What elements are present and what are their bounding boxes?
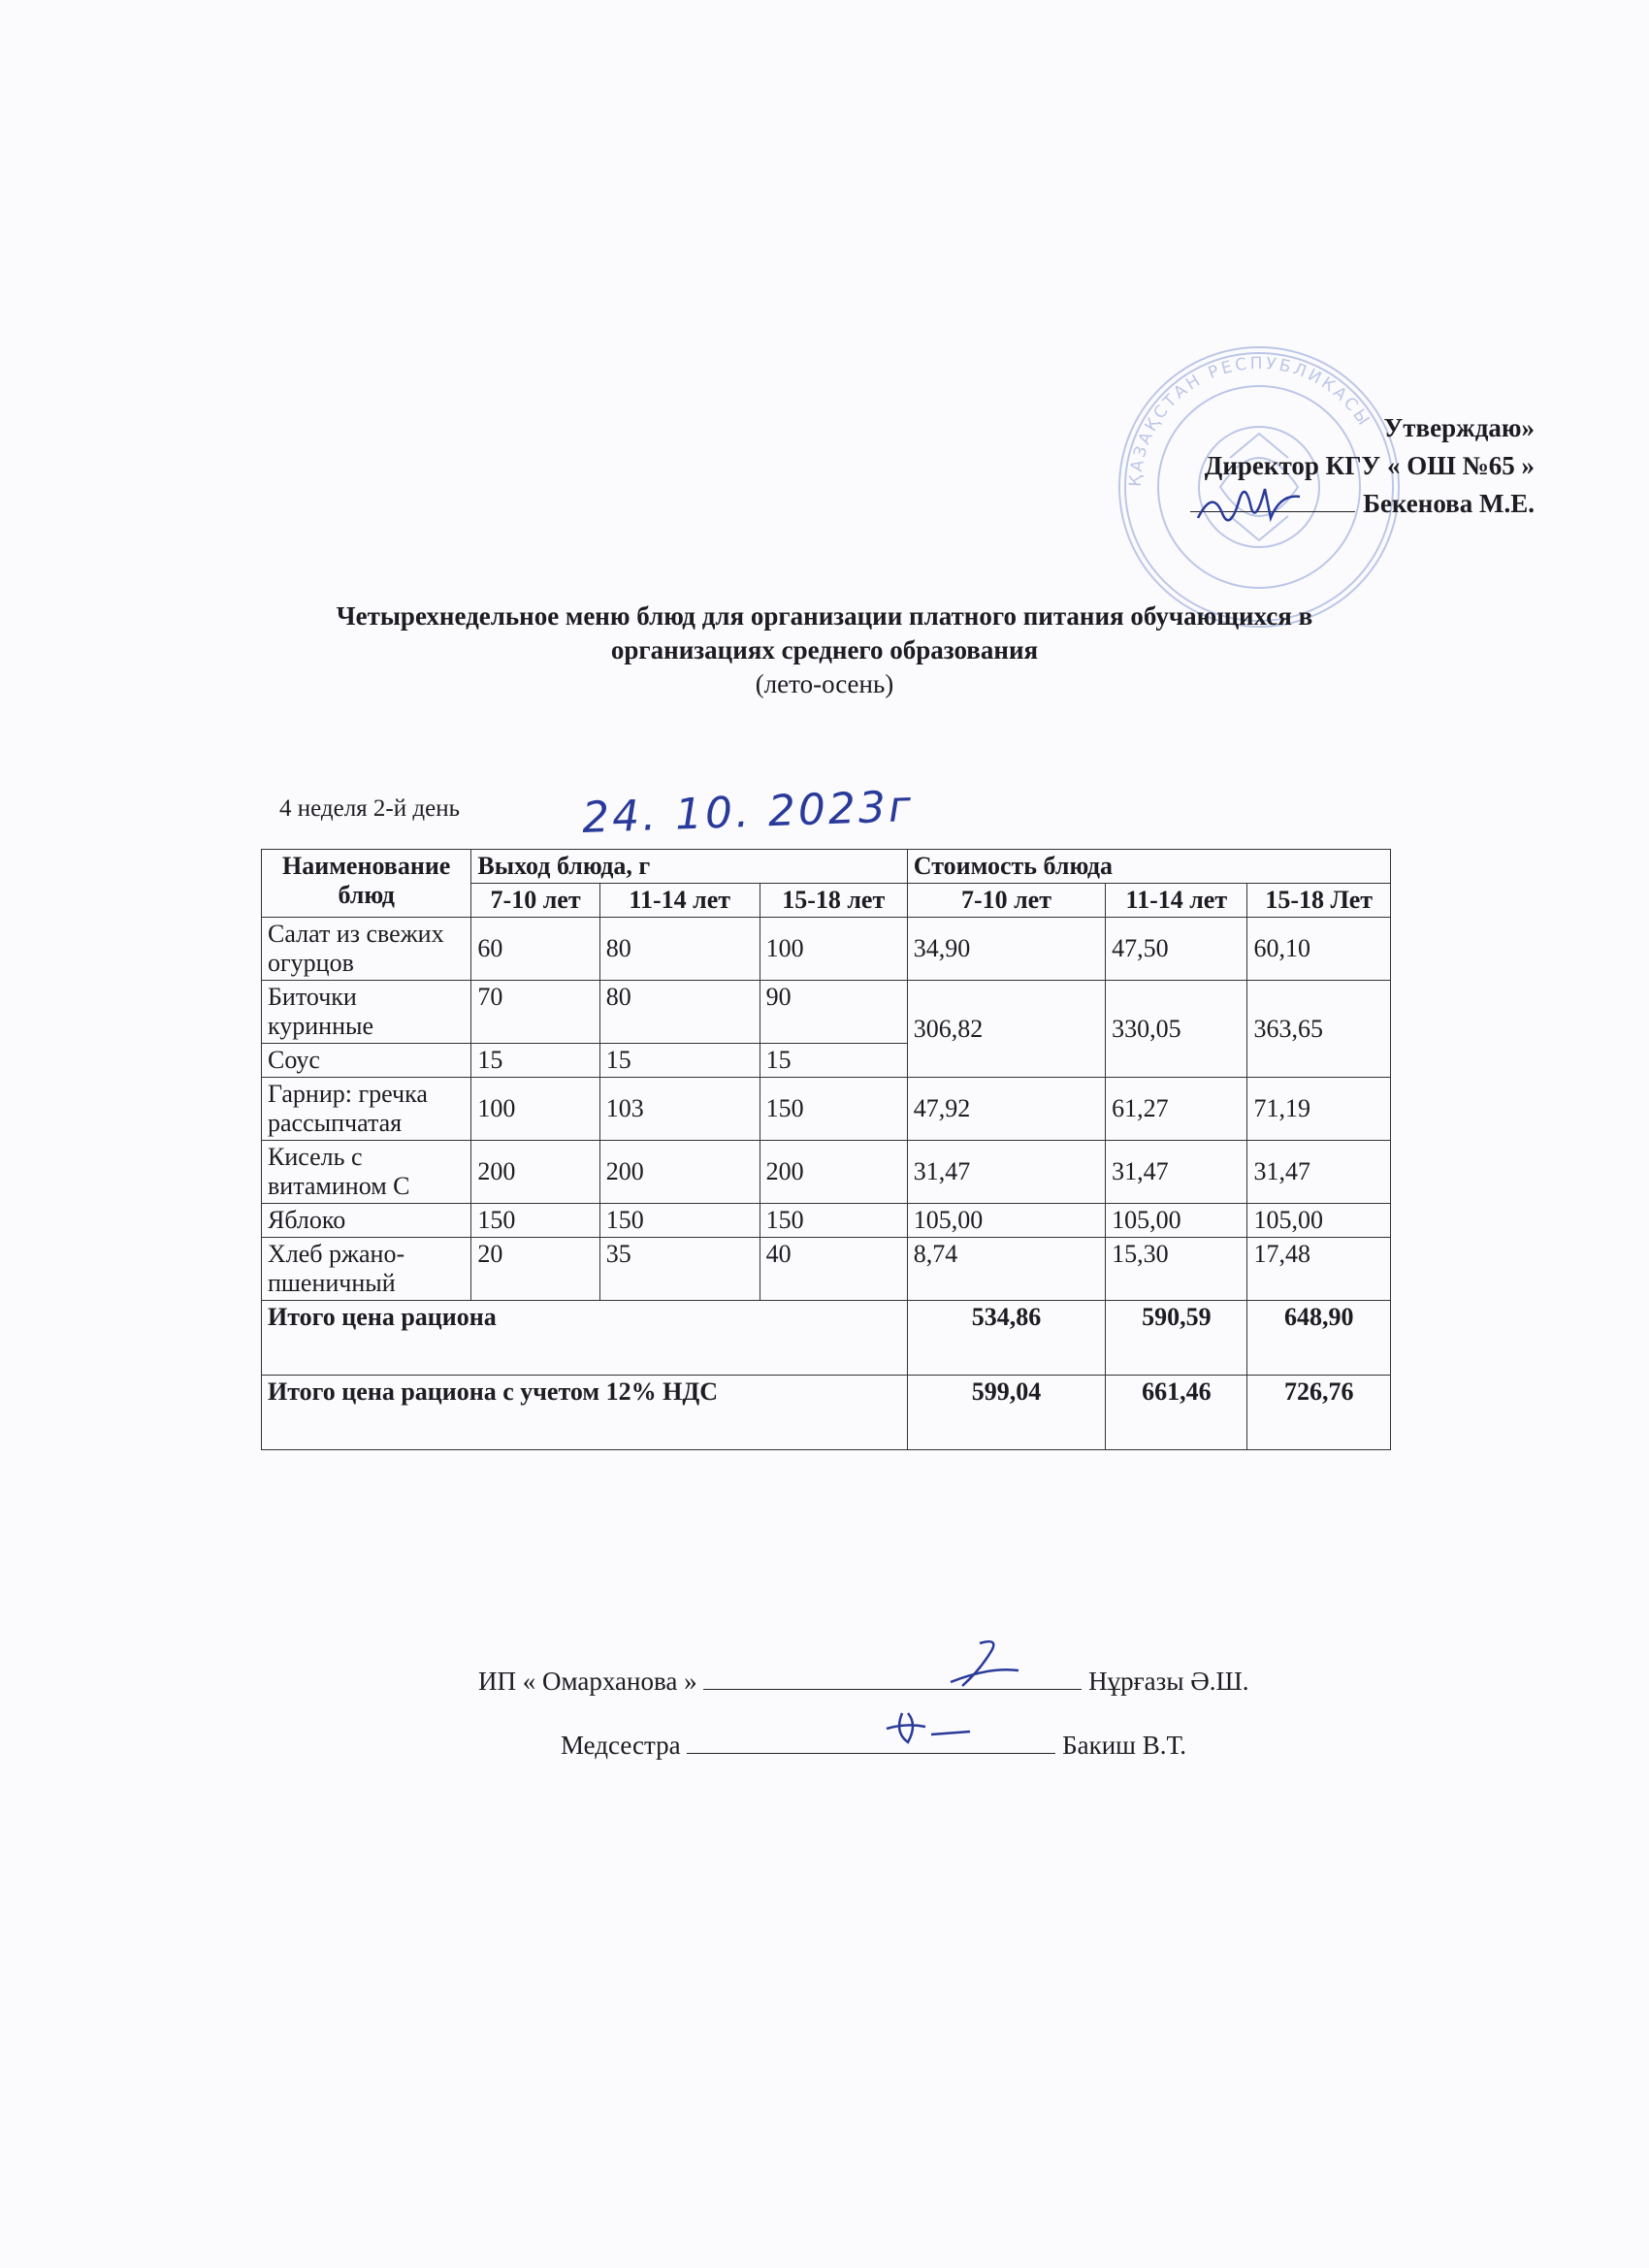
approval-line-1: Утверждаю» [1383,413,1535,442]
dish-name: Салат из свежих огурцов [262,918,471,981]
header-yield-age-1: 7-10 лет [471,884,599,918]
total-vat-cost-1: 599,04 [907,1376,1105,1450]
dish-name: Хлеб ржано-пшеничный [262,1238,471,1301]
cost-cell: 31,47 [1247,1141,1391,1204]
dish-name: Соус [262,1044,471,1078]
cost-cell: 363,65 [1247,981,1391,1078]
approval-line-2: Директор КГУ « ОШ №65 » [1204,451,1535,480]
cost-cell: 31,47 [907,1141,1105,1204]
title-season: (лето-осень) [755,669,894,698]
total-cost-3: 648,90 [1247,1301,1391,1376]
approval-line-3: Бекенова М.Е. [1363,489,1535,518]
dish-name: Гарнир: гречка рассыпчатая [262,1078,471,1141]
cost-cell: 60,10 [1247,918,1391,981]
yield-cell: 60 [471,918,599,981]
dish-name: Биточки куринные [262,981,471,1044]
yield-cell: 150 [471,1204,599,1238]
cost-cell: 306,82 [907,981,1105,1078]
yield-cell: 80 [599,981,760,1044]
total-vat-row [262,1376,1391,1450]
total-vat-cost-3: 726,76 [1247,1376,1391,1450]
title-line-1: Четырехнедельное меню блюд для организации платного питания обучающихся в [336,601,1313,631]
yield-cell: 40 [760,1238,907,1301]
header-cost: Стоимость блюда [907,850,1390,884]
ip-signature-line [478,1667,1248,1697]
table-row [262,918,1391,981]
cost-cell: 31,47 [1106,1141,1247,1204]
header-yield-age-3: 15-18 лет [760,884,907,918]
total-vat-label: Итого цена рациона с учетом 12% НДС [262,1376,908,1450]
yield-cell: 70 [471,981,599,1044]
cost-cell: 105,00 [1247,1204,1391,1238]
cost-cell: 71,19 [1247,1078,1391,1141]
yield-cell: 200 [471,1141,599,1204]
yield-cell: 100 [760,918,907,981]
cost-cell: 105,00 [907,1204,1105,1238]
cost-cell: 330,05 [1106,981,1247,1078]
yield-cell: 80 [599,918,760,981]
cost-cell: 15,30 [1106,1238,1247,1301]
total-cost-2: 590,59 [1106,1301,1247,1376]
header-yield: Выход блюда, г [471,850,907,884]
table-row [262,1078,1391,1141]
total-label: Итого цена рациона [262,1301,908,1376]
yield-cell: 20 [471,1238,599,1301]
yield-cell: 15 [471,1044,599,1078]
ip-label: ИП « Омарханова » [478,1667,697,1696]
cost-cell: 34,90 [907,918,1105,981]
header-dish-name: Наименование блюд [262,850,471,918]
yield-cell: 200 [760,1141,907,1204]
header-cost-age-2: 11-14 лет [1106,884,1247,918]
header-cost-age-1: 7-10 лет [907,884,1105,918]
ip-signature [931,1637,1048,1705]
title-line-2: организациях среднего образования [610,635,1039,664]
yield-cell: 15 [599,1044,760,1078]
table-row [262,981,1391,1044]
nurse-signature [873,1703,980,1762]
yield-cell: 150 [760,1078,907,1141]
total-row [262,1301,1391,1376]
yield-cell: 100 [471,1078,599,1141]
cost-cell: 61,27 [1106,1078,1247,1141]
handwritten-date: 24. 10. 2023г [581,782,915,843]
yield-cell: 90 [760,981,907,1044]
nurse-signature-blank [687,1732,1055,1754]
total-vat-cost-2: 661,46 [1106,1376,1247,1450]
table-row [262,1141,1391,1204]
header-cost-age-3: 15-18 Лет [1247,884,1391,918]
director-signature [1193,481,1319,530]
table-row [262,1204,1391,1238]
yield-cell: 15 [760,1044,907,1078]
document-title [194,599,1455,701]
ip-name: Нұрғазы Ә.Ш. [1088,1667,1249,1696]
nurse-name: Бакиш В.Т. [1062,1731,1186,1760]
table-row [262,1238,1391,1301]
yield-cell: 35 [599,1238,760,1301]
cost-cell: 47,50 [1106,918,1247,981]
dish-name: Яблоко [262,1204,471,1238]
dish-name: Кисель с витамином С [262,1141,471,1204]
seal-text: ҚАЗАҚСТАН РЕСПУБЛИКАСЫ [1125,353,1374,488]
total-cost-1: 534,86 [907,1301,1105,1376]
header-yield-age-2: 11-14 лет [599,884,760,918]
cost-cell: 105,00 [1106,1204,1247,1238]
yield-cell: 200 [599,1141,760,1204]
nurse-label: Медсестра [561,1731,681,1760]
yield-cell: 150 [599,1204,760,1238]
cost-cell: 8,74 [907,1238,1105,1301]
cost-cell: 17,48 [1247,1238,1391,1301]
cost-cell: 47,92 [907,1078,1105,1141]
week-day-label: 4 неделя 2-й день [279,795,460,822]
yield-cell: 150 [760,1204,907,1238]
menu-table [261,849,1391,1450]
yield-cell: 103 [599,1078,760,1141]
